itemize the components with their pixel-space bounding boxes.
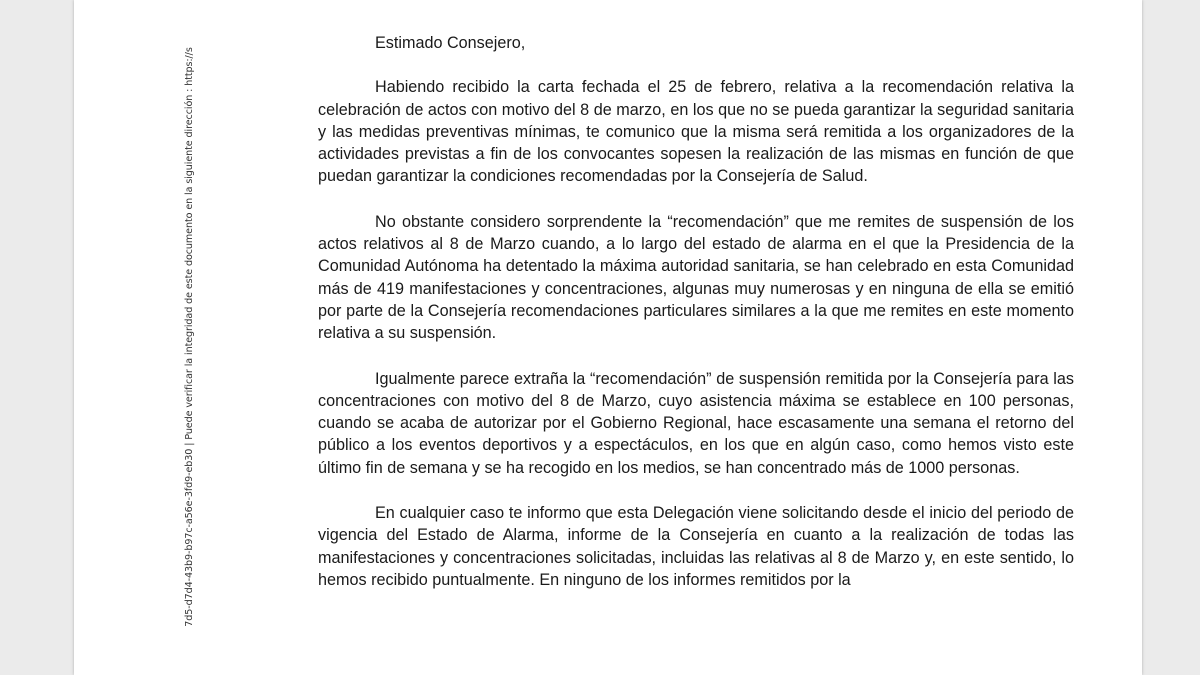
paragraph: No obstante considero sorprendente la “recomendación” que me remites de suspensión de los actos relativos al 8 de Marzo cuando, a lo largo del estado de alarma en el que la Presidencia de la Comunidad Autónoma ha detentado la máxima autoridad sanitaria, se han celebrado en esta Comunidad más de 419 manifestaciones y concentraciones, algunas muy numerosas y en ninguna de ella se emitió por parte de la Consejería recomendaciones particulares similares a la que me remites en este momento relativa a su suspensión. <box>318 212 1074 343</box>
verification-stamp: 7d5-d7d4-43b9-b97c-a56e-3fd9-eb30 | Puede verificar la integridad de este documento en la siguiente dirección : https://s <box>184 47 195 627</box>
paragraph: Habiendo recibido la carta fechada el 25 de febrero, relativa a la recomendación relativa la celebración de actos con motivo del 8 de marzo, en los que no se pueda garantizar la seguridad sanitaria y las medidas preventivas mínimas, te comunico que la misma será remitida a los organizadores de la actividades previstas a fin de los convocantes sopesen la realización de las mismas en función de que puedan garantizar la condiciones recomendadas por la Consejería de Salud. <box>318 78 1074 186</box>
letter-body <box>318 24 1074 592</box>
paragraph: En cualquier caso te informo que esta Delegación viene solicitando desde el inicio del periodo de vigencia del Estado de Alarma, informe de la Consejería en cuanto a la realización de todas las manifestaciones y concentraciones solicitadas, incluidas las relativas al 8 de Marzo y, en este sentido, lo hemos recibido puntualmente. En ninguno de los informes remitidos por la <box>318 504 1074 589</box>
salutation: Estimado Consejero, <box>375 34 526 52</box>
paragraph: Igualmente parece extraña la “recomendación” de suspensión remitida por la Consejería para las concentraciones con motivo del 8 de Marzo, cuyo asistencia máxima se establece en 100 personas, cuando se acaba de autorizar por el Gobierno Regional, hace escasamente una semana el retorno del público a los eventos deportivos y a espectáculos, en los que en algún caso, como hemos visto este último fin de semana y se ha recogido en los medios, se han concentrado más de 1000 personas. <box>318 369 1074 477</box>
document-page <box>74 0 1142 675</box>
